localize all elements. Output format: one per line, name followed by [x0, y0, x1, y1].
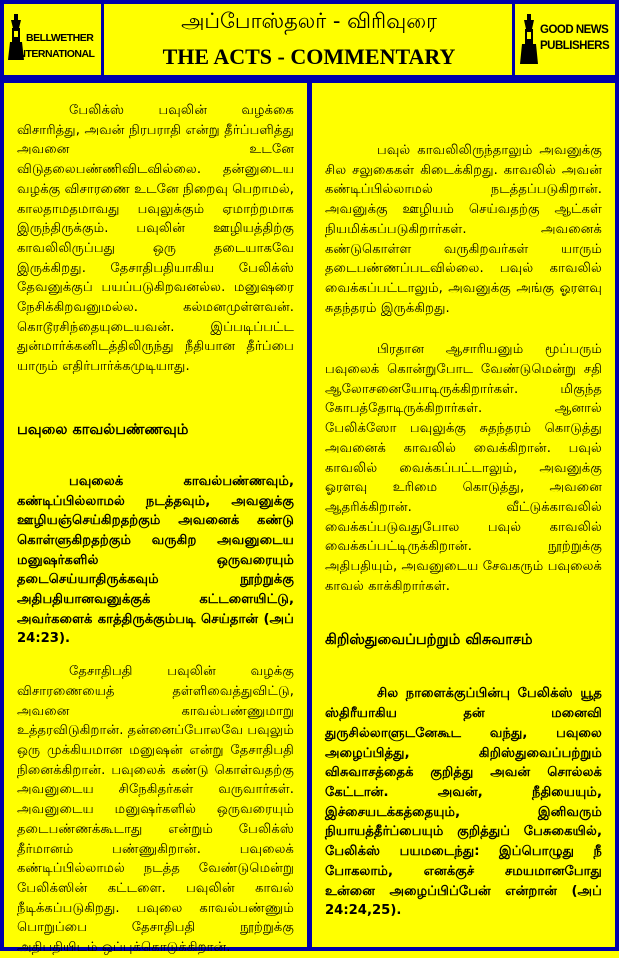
section-heading: கிறிஸ்துவைப்பற்றும் விசுவாசம் [325, 632, 533, 649]
paragraph: தேசாதிபதி பவுலின் வழக்கு விசாரணையைத் தள்ளிவைத்துவிட்டு, அவனை காவல்பண்ணுமாறு உத்தரவிடுகிறான். தன்னைப்போலவே பவுலும் ஒரு முக்கியமான மனுஷன் என்று தேசாதிபதி நினைக்கிறான். பவுலைக் கண்டு கொள்வதற்கு அவனுடைய சிநேகிதர்கள் வருவார்கள். அவனுடைய மனுஷர்களில் ஒருவரையும் தடைபண்ணக்கூடாது என்றும் பேலிக்ஸ் தீர்மானம் பண்ணுகிறான். பவுலைக் கண்டிப்பில்லாமல் நடத்த வேண்டுமென்று பேலிக்ஸின் கட்டளை. பவுலின் காவல் நீடிக்கப்படுகிறது. பவுலை காவல்பண்ணும் பொறுப்பை தேசாதிபதி நூற்றுக்கு அதிபதியிடம் ஒப்புக்கொடுக்கிறான். [17, 664, 294, 956]
paragraph: பிரதான ஆசாரியனும் மூப்பரும் பவுலைக் கொன்றுபோட வேண்டுமென்று சதி ஆலோசனையோடிருக்கிறார்கள். மிகுந்த கோபத்தோடிருக்கிறார்கள். ஆனால் பேலிக்ஸோ பவுலுக்கு சுதந்தரம் கொடுத்து அவனைக் காவலில் வைக்கிறான். பவுல் காவலில் வைக்கப்பட்டாலும், அவனுக்கு ஓரளவு உரிமை கொடுத்து, அவனை ஆதரிக்கிறான். வீட்டுக்காவலில் வைக்கப்படுவதுபோல பவுல் காவலில் வைக்கப்பட்டிருக்கிறான். நூற்றுக்கு அதிபதியும், அவனுடைய சேவகரும் பவுலைக் காவல் காக்கிறார்கள். [325, 342, 602, 594]
logo-line-2: INTERNATIONAL [16, 48, 95, 60]
paragraph: பேலிக்ஸ் பவுலின் வழக்கை விசாரித்து, அவன் நிரபராதி என்று தீர்ப்பளித்து அவனை உடனே விடுதலைபண்ணிவிடவில்லை. தன்னுடைய வழக்கு விசாரணை உடனே நிறைவு பெறாமல், காலதாமதமாவது பவுலுக்கும் ஏமாற்றமாக இருந்திருக்கும். பவுலின் ஊழியத்திற்கு காவலிலிருப்பது ஒரு தடையாகவே இருக்கிறது. தேசாதிபதியாகிய பேலிக்ஸ் தேவனுக்குப் பயப்படுகிறவனல்ல. மனுஷரை நேசிக்கிறவனுமல்ல. கல்மனமுள்ளவன். கொடூரசிந்தையுடையவன். இப்படிப்பட்ட துன்மார்க்கனிடத்திலிருந்து நீதியான தீர்ப்பை யாரும் எதிர்பார்க்கமுடியாது. [17, 103, 294, 375]
scripture-quote: சில நாளைக்குப்பின்பு பேலிக்ஸ் யூத ஸ்திரீயாகிய தன் மனைவி துருசில்லாளுடனேகூட வந்து, பவுலை அழைப்பித்து, கிறிஸ்துவைப்பற்றும் விசுவாசத்தைக் குறித்து அவன் சொல்லக் கேட்டான். அவன், நீதியையும், இச்சையடக்கத்தையும், இனிவரும் நியாயத்தீர்ப்பையும் குறித்துப் பேசுகையில், பேலிக்ஸ் பயமடைந்து: இப்பொழுது நீ போகலாம், எனக்குச் சமயமானபோது உன்னை அழைப்பிப்பேன் என்றான் (அப் 24:24,25). [325, 686, 602, 919]
logo-line-1: GOOD NEWS [540, 24, 609, 36]
scripture-quote: பவுலைக் காவல்பண்ணவும், கண்டிப்பில்லாமல் நடத்தவும், அவனுக்கு ஊழியஞ்செய்கிறதற்கும் அவனைக் கண்டு கொள்ளுகிறதற்கும் வருகிற அவனுடைய மனுஷர்களில் ஒருவரையும் தடைசெய்யாதிருக்கவும் நூற்றுக்கு அதிபதியானவனுக்குக் கட்டளையிட்டு, அவர்களைக் காத்திருக்கும்படி செய்தான் (அப் 24:23). [17, 473, 294, 647]
right-column [309, 79, 619, 951]
left-column [0, 79, 310, 956]
logo-line-1: BELLWETHER [26, 32, 94, 44]
paragraph: பவுல் காவலிலிருந்தாலும் அவனுக்கு சில சலுகைகள் கிடைக்கிறது. காவலில் அவன் கண்டிப்பில்லாமல் நடத்தப்படுகிறான். அவனுக்கு ஊழியம் செய்வதற்கு ஆட்கள் நியமிக்கப்படுகிறார்கள். அவனைக் கண்டுகொள்ள வருகிறவர்கள் யாரும் தடைபண்ணப்படவில்லை. பவுல் காவலில் வைக்கப்பட்டாலும், அவனுக்கு அங்கு ஓரளவு சுதந்தரம் இருக்கிறது. [325, 143, 602, 316]
section-heading: பவுலை காவல்பண்ணவும் [17, 421, 189, 438]
bell-tower-icon [520, 14, 538, 64]
page-title-english: THE ACTS - COMMENTARY [162, 44, 456, 69]
good-news-logo [520, 14, 614, 66]
header-divider-right [512, 0, 515, 79]
logo-line-2: PUBLISHERS [540, 40, 610, 52]
header-divider-left [101, 0, 104, 79]
bellwether-logo [8, 14, 96, 64]
page-title-tamil: அப்போஸ்தலர் - விரிவுரை [181, 9, 437, 33]
